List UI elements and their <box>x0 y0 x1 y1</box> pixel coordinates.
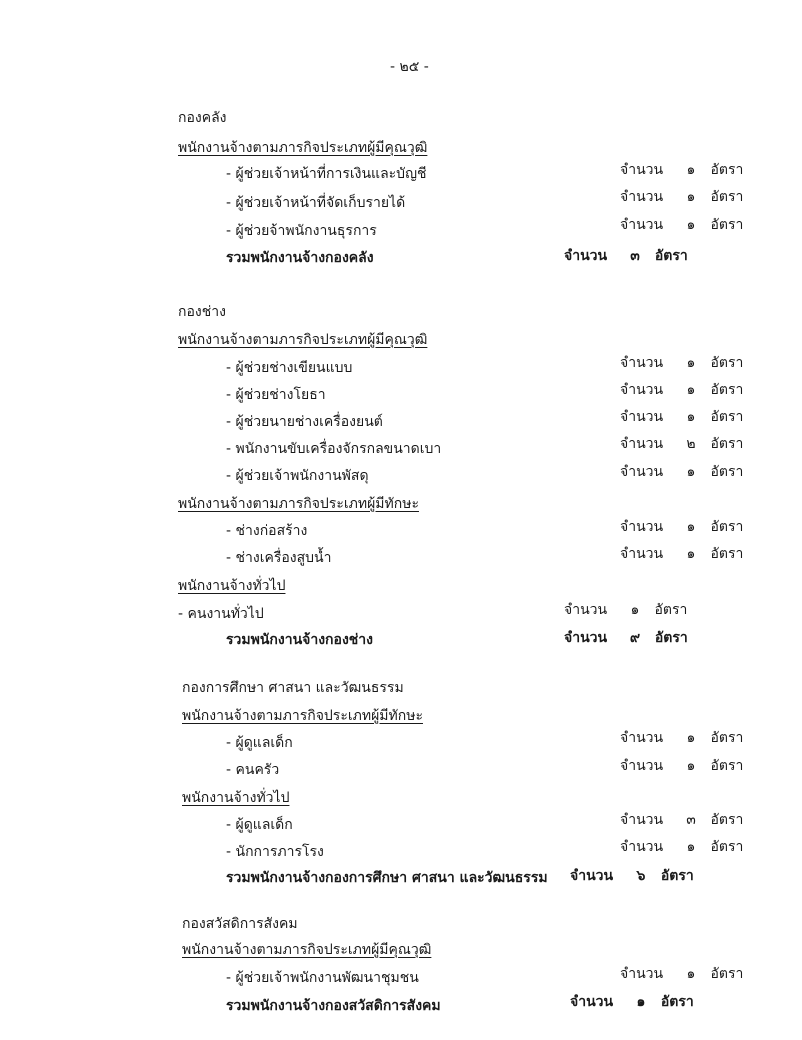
item-count: จำนวน ๑ อัตรา <box>564 602 688 618</box>
list-item: - ผู้ดูแลเด็ก <box>226 735 293 751</box>
list-item: - ผู้ช่วยนายช่างเครื่องยนต์ <box>226 414 383 430</box>
list-item: - ผู้ช่วยเจ้าพนักงานพัฒนาชุมชน <box>226 970 419 986</box>
list-item: - ผู้ช่วยช่างโยธา <box>226 387 326 403</box>
list-item: - ผู้ดูแลเด็ก <box>226 817 293 833</box>
item-count: จำนวน ๑ อัตรา <box>620 382 744 398</box>
item-count: จำนวน ๑ อัตรา <box>620 758 744 774</box>
item-count: จำนวน ๑ อัตรา <box>620 546 744 562</box>
group-subtitle: พนักงานจ้างตามภารกิจประเภทผู้มีคุณวุฒิ <box>178 140 428 156</box>
total-count: จำนวน ๖ อัตรา <box>570 868 694 884</box>
section-title: กองสวัสดิการสังคม <box>182 916 298 932</box>
section-title: กองช่าง <box>178 304 226 320</box>
list-item: - ผู้ช่วยเจ้าหน้าที่จัดเก็บรายได้ <box>226 195 406 211</box>
total-count: จำนวน ๑ อัตรา <box>570 994 694 1010</box>
item-count: จำนวน ๑ อัตรา <box>620 409 744 425</box>
group-subtitle: พนักงานจ้างตามภารกิจประเภทผู้มีคุณวุฒิ <box>178 332 428 348</box>
section-title: กองคลัง <box>178 110 227 126</box>
list-item: - ผู้ช่วยเจ้าหน้าที่การเงินและบัญชี <box>226 166 427 182</box>
group-subtitle: พนักงานจ้างทั่วไป <box>178 578 286 594</box>
group-subtitle: พนักงานจ้างตามภารกิจประเภทผู้มีทักษะ <box>182 708 423 724</box>
item-count: จำนวน ๑ อัตรา <box>620 966 744 982</box>
item-count: จำนวน ๑ อัตรา <box>620 217 744 233</box>
item-count: จำนวน ๑ อัตรา <box>620 730 744 746</box>
list-item: - ช่างก่อสร้าง <box>226 523 308 539</box>
group-subtitle: พนักงานจ้างทั่วไป <box>182 790 290 806</box>
group-subtitle: พนักงานจ้างตามภารกิจประเภทผู้มีคุณวุฒิ <box>182 942 432 958</box>
list-item: - พนักงานขับเครื่องจักรกลขนาดเบา <box>226 441 442 457</box>
section-total: รวมพนักงานจ้างกองช่าง <box>226 632 373 648</box>
total-count: จำนวน ๙ อัตรา <box>564 630 688 646</box>
section-total: รวมพนักงานจ้างกองสวัสดิการสังคม <box>226 998 441 1014</box>
item-count: จำนวน ๑ อัตรา <box>620 839 744 855</box>
group-subtitle: พนักงานจ้างตามภารกิจประเภทผู้มีทักษะ <box>178 496 419 512</box>
list-item: - ผู้ช่วยช่างเขียนแบบ <box>226 360 353 376</box>
item-count: จำนวน ๒ อัตรา <box>620 436 744 452</box>
section-total: รวมพนักงานจ้างกองคลัง <box>226 250 374 266</box>
section-title: กองการศึกษา ศาสนา และวัฒนธรรม <box>182 680 404 696</box>
list-item: - ผู้ช่วยเจ้าพนักงานพัสดุ <box>226 468 369 484</box>
list-item: - ช่างเครื่องสูบน้ำ <box>226 550 332 566</box>
item-count: จำนวน ๑ อัตรา <box>620 189 744 205</box>
total-count: จำนวน ๓ อัตรา <box>564 248 688 264</box>
item-count: จำนวน ๑ อัตรา <box>620 162 744 178</box>
item-count: จำนวน ๑ อัตรา <box>620 464 744 480</box>
list-item: - นักการภารโรง <box>226 844 324 860</box>
section-total: รวมพนักงานจ้างกองการศึกษา ศาสนา และวัฒนธรรม <box>226 870 548 886</box>
list-item: - คนครัว <box>226 762 280 778</box>
item-count: จำนวน ๑ อัตรา <box>620 519 744 535</box>
page-number: - ๒๕ - <box>390 59 429 75</box>
item-count: จำนวน ๑ อัตรา <box>620 355 744 371</box>
list-item: - คนงานทั่วไป <box>178 606 264 622</box>
item-count: จำนวน ๓ อัตรา <box>620 812 744 828</box>
list-item: - ผู้ช่วยจ้าพนักงานธุรการ <box>226 223 377 239</box>
